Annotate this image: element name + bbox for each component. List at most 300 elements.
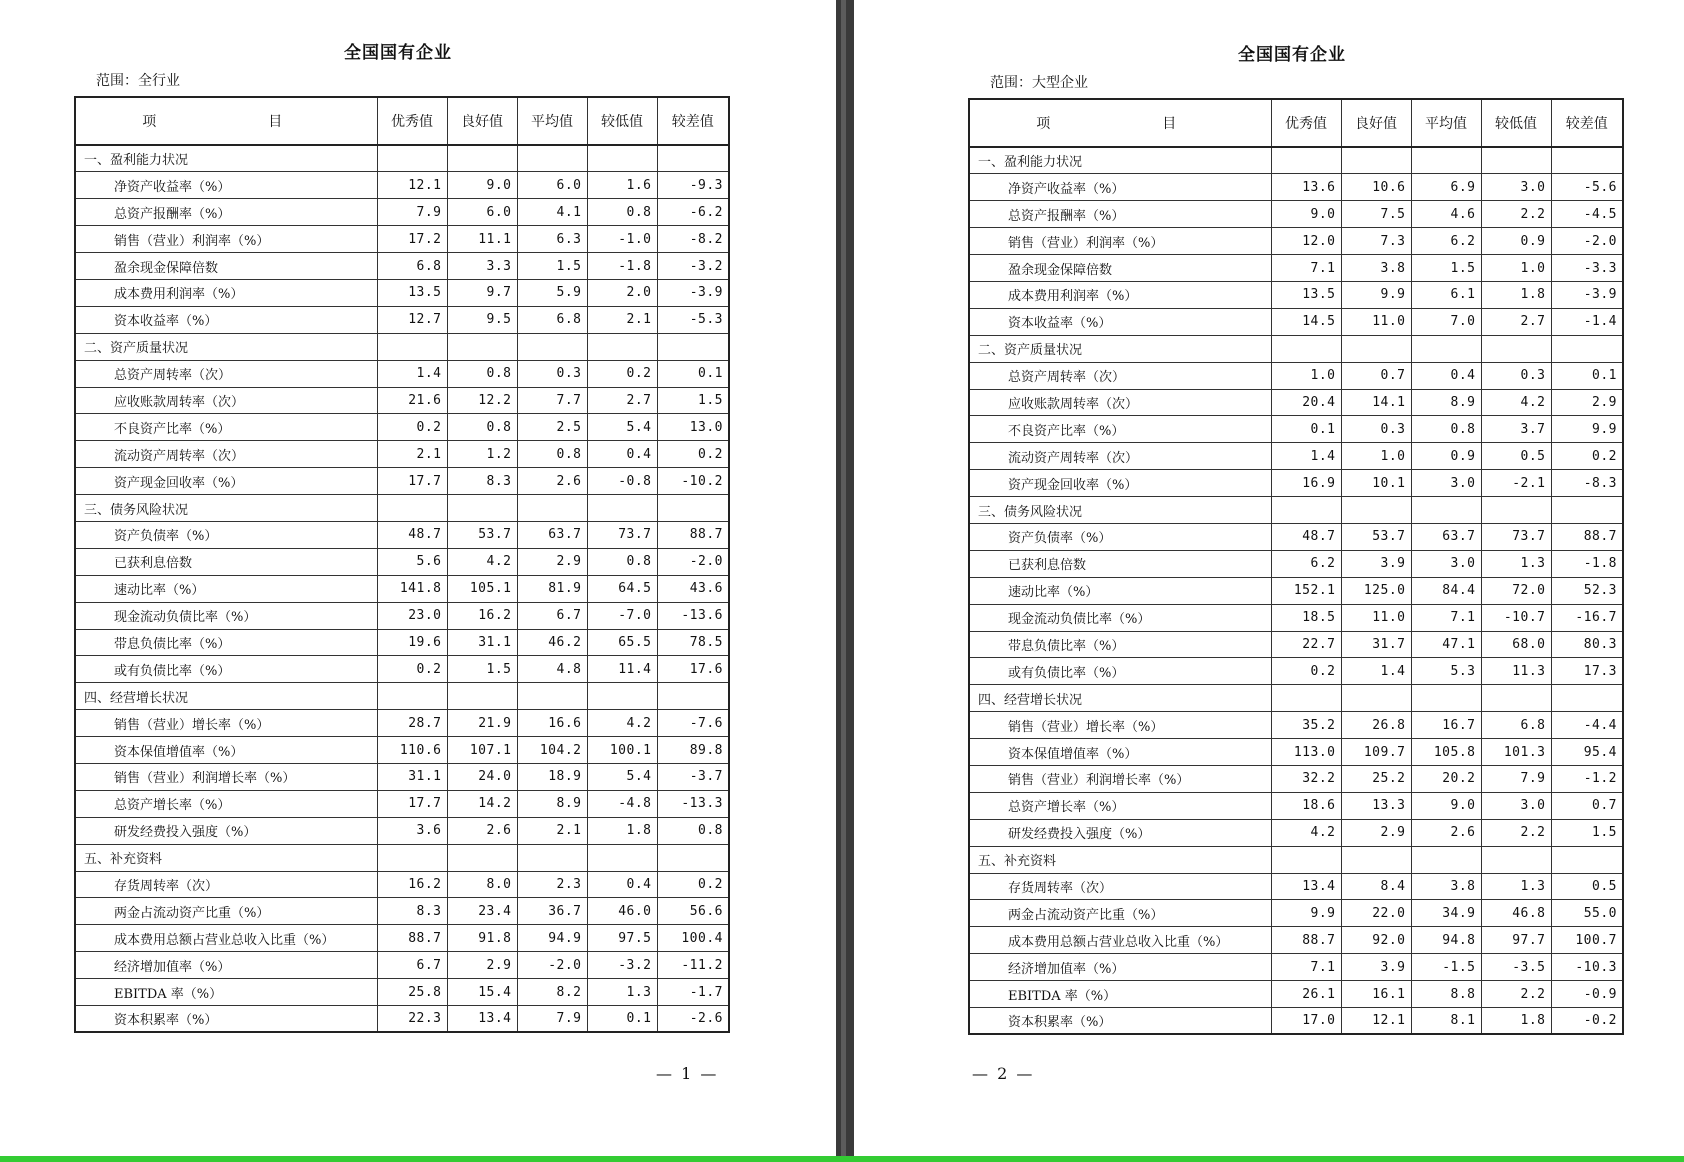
- value-cell: 6.7: [377, 952, 447, 979]
- indicator-name: 资本保值增值率（%）: [75, 737, 377, 764]
- table-row: [969, 604, 1623, 631]
- value-cell: -8.3: [1551, 470, 1623, 497]
- document-page-1: [0, 0, 836, 1156]
- value-cell: [1551, 846, 1623, 873]
- value-cell: 3.0: [1481, 174, 1551, 201]
- value-cell: 64.5: [587, 575, 657, 602]
- indicator-name: 净资产收益率（%）: [75, 172, 377, 199]
- value-cell: [1341, 335, 1411, 362]
- value-cell: [377, 495, 447, 522]
- value-cell: [447, 145, 517, 172]
- value-cell: 2.1: [587, 306, 657, 333]
- value-cell: [657, 333, 729, 360]
- value-cell: 0.5: [1551, 873, 1623, 900]
- indicator-name: 销售（营业）利润增长率（%）: [75, 763, 377, 790]
- value-cell: [377, 145, 447, 172]
- value-cell: 88.7: [1551, 523, 1623, 550]
- table-row: [75, 629, 729, 656]
- table-row: [75, 468, 729, 495]
- value-cell: 12.1: [377, 172, 447, 199]
- value-cell: [447, 333, 517, 360]
- section-row: [969, 147, 1623, 174]
- value-cell: [1411, 497, 1481, 524]
- table-row: [969, 255, 1623, 282]
- indicator-name: 或有负债比率（%）: [75, 656, 377, 683]
- value-cell: -1.5: [1411, 954, 1481, 981]
- page-divider: [836, 0, 854, 1162]
- value-cell: 13.6: [1271, 174, 1341, 201]
- value-cell: 11.3: [1481, 658, 1551, 685]
- indicator-name: 现金流动负债比率（%）: [75, 602, 377, 629]
- value-cell: [657, 683, 729, 710]
- value-cell: [1271, 497, 1341, 524]
- column-header-item: 项 目: [969, 99, 1271, 147]
- indicator-name: 资产负债率（%）: [969, 523, 1271, 550]
- value-cell: 9.0: [447, 172, 517, 199]
- value-cell: 17.6: [657, 656, 729, 683]
- window-bottom-border: [0, 1156, 1684, 1162]
- table-row: [969, 416, 1623, 443]
- value-cell: 2.9: [1551, 389, 1623, 416]
- value-cell: 4.2: [1271, 819, 1341, 846]
- value-cell: 8.9: [1411, 389, 1481, 416]
- section-row: [75, 495, 729, 522]
- value-cell: -4.4: [1551, 712, 1623, 739]
- value-cell: 0.8: [517, 441, 587, 468]
- value-cell: 6.8: [517, 306, 587, 333]
- value-cell: 53.7: [447, 521, 517, 548]
- value-cell: 6.0: [447, 199, 517, 226]
- value-cell: -11.2: [657, 952, 729, 979]
- value-cell: 78.5: [657, 629, 729, 656]
- value-cell: -0.8: [587, 468, 657, 495]
- indicator-name: 两金占流动资产比重（%）: [75, 898, 377, 925]
- value-cell: [377, 333, 447, 360]
- value-cell: [587, 495, 657, 522]
- table-row: [75, 710, 729, 737]
- indicator-name: 资本积累率（%）: [75, 1006, 377, 1033]
- table-row: [969, 873, 1623, 900]
- indicator-name: 总资产周转率（次）: [969, 362, 1271, 389]
- indicator-name: 成本费用利润率（%）: [75, 279, 377, 306]
- value-cell: 46.2: [517, 629, 587, 656]
- page-number: — 2 —: [972, 1064, 1035, 1083]
- table-row: [75, 1006, 729, 1033]
- value-cell: 2.1: [517, 817, 587, 844]
- value-cell: 8.1: [1411, 1008, 1481, 1035]
- value-cell: 11.1: [447, 226, 517, 253]
- value-cell: 46.0: [587, 898, 657, 925]
- value-cell: 5.9: [517, 279, 587, 306]
- value-cell: 7.3: [1341, 228, 1411, 255]
- table-row: [969, 201, 1623, 228]
- value-cell: 1.3: [1481, 550, 1551, 577]
- value-cell: 6.8: [377, 253, 447, 280]
- value-cell: 1.8: [587, 817, 657, 844]
- indicator-name: 存货周转率（次）: [969, 873, 1271, 900]
- value-cell: 3.0: [1481, 792, 1551, 819]
- value-cell: 6.0: [517, 172, 587, 199]
- table-row: [969, 900, 1623, 927]
- indicator-table: [968, 98, 1624, 1035]
- indicator-name: 成本费用总额占营业总收入比重（%）: [75, 925, 377, 952]
- indicator-name: 带息负债比率（%）: [969, 631, 1271, 658]
- value-cell: 10.6: [1341, 174, 1411, 201]
- value-cell: 52.3: [1551, 577, 1623, 604]
- value-cell: 2.6: [517, 468, 587, 495]
- table-row: [969, 281, 1623, 308]
- table-row: [75, 952, 729, 979]
- indicator-name: 成本费用总额占营业总收入比重（%）: [969, 927, 1271, 954]
- value-cell: 12.2: [447, 387, 517, 414]
- value-cell: 16.9: [1271, 470, 1341, 497]
- indicator-name: 销售（营业）利润率（%）: [75, 226, 377, 253]
- value-cell: 19.6: [377, 629, 447, 656]
- page-title: 全国国有企业: [344, 43, 452, 63]
- value-cell: 13.5: [1271, 281, 1341, 308]
- section-row: [969, 335, 1623, 362]
- value-cell: 0.1: [1551, 362, 1623, 389]
- value-cell: 14.2: [447, 790, 517, 817]
- value-cell: 125.0: [1341, 577, 1411, 604]
- indicator-name: 两金占流动资产比重（%）: [969, 900, 1271, 927]
- table-row: [75, 279, 729, 306]
- column-header-average: 平均值: [517, 97, 587, 145]
- value-cell: 2.3: [517, 871, 587, 898]
- table-row: [969, 523, 1623, 550]
- value-cell: 9.0: [1271, 201, 1341, 228]
- value-cell: 14.1: [1341, 389, 1411, 416]
- value-cell: 6.3: [517, 226, 587, 253]
- value-cell: [517, 333, 587, 360]
- value-cell: 94.9: [517, 925, 587, 952]
- value-cell: 0.4: [587, 871, 657, 898]
- value-cell: 25.8: [377, 979, 447, 1006]
- indicator-name: EBITDA 率（%）: [75, 979, 377, 1006]
- table-row: [969, 443, 1623, 470]
- value-cell: 18.9: [517, 763, 587, 790]
- value-cell: 1.0: [1271, 362, 1341, 389]
- indicator-name: 流动资产周转率（次）: [75, 441, 377, 468]
- table-row: [969, 389, 1623, 416]
- section-heading: 五、补充资料: [75, 844, 377, 871]
- table-row: [75, 871, 729, 898]
- value-cell: 16.6: [517, 710, 587, 737]
- value-cell: [1481, 335, 1551, 362]
- indicator-name: 盈余现金保障倍数: [75, 253, 377, 280]
- value-cell: -6.2: [657, 199, 729, 226]
- value-cell: 55.0: [1551, 900, 1623, 927]
- value-cell: 22.0: [1341, 900, 1411, 927]
- table-row: [75, 387, 729, 414]
- value-cell: [517, 495, 587, 522]
- page-title: 全国国有企业: [1238, 45, 1346, 65]
- value-cell: [1481, 685, 1551, 712]
- value-cell: [1341, 497, 1411, 524]
- value-cell: -13.6: [657, 602, 729, 629]
- value-cell: 7.9: [377, 199, 447, 226]
- value-cell: [1481, 147, 1551, 174]
- value-cell: 68.0: [1481, 631, 1551, 658]
- value-cell: 88.7: [1271, 927, 1341, 954]
- value-cell: [517, 145, 587, 172]
- value-cell: 23.4: [447, 898, 517, 925]
- value-cell: 34.9: [1411, 900, 1481, 927]
- table-row: [75, 817, 729, 844]
- value-cell: [1271, 846, 1341, 873]
- value-cell: 91.8: [447, 925, 517, 952]
- value-cell: 2.9: [447, 952, 517, 979]
- value-cell: [1271, 685, 1341, 712]
- indicator-name: 研发经费投入强度（%）: [969, 819, 1271, 846]
- value-cell: -0.2: [1551, 1008, 1623, 1035]
- value-cell: 105.8: [1411, 739, 1481, 766]
- table-row: [969, 631, 1623, 658]
- value-cell: 8.8: [1411, 981, 1481, 1008]
- table-row: [75, 172, 729, 199]
- value-cell: 1.6: [587, 172, 657, 199]
- value-cell: 0.8: [1411, 416, 1481, 443]
- value-cell: [587, 333, 657, 360]
- value-cell: [1411, 846, 1481, 873]
- section-heading: 一、盈利能力状况: [969, 147, 1271, 174]
- indicator-table: [74, 96, 730, 1033]
- value-cell: 101.3: [1481, 739, 1551, 766]
- value-cell: 24.0: [447, 763, 517, 790]
- value-cell: 2.1: [377, 441, 447, 468]
- value-cell: 18.6: [1271, 792, 1341, 819]
- value-cell: [1341, 846, 1411, 873]
- indicator-name: 资产负债率（%）: [75, 521, 377, 548]
- section-heading: 三、债务风险状况: [969, 497, 1271, 524]
- column-header-excellent: 优秀值: [1271, 99, 1341, 147]
- value-cell: 0.2: [377, 656, 447, 683]
- value-cell: 0.8: [587, 199, 657, 226]
- indicator-name: 经济增加值率（%）: [75, 952, 377, 979]
- value-cell: 7.1: [1271, 954, 1341, 981]
- indicator-name: 总资产周转率（次）: [75, 360, 377, 387]
- table-row: [75, 925, 729, 952]
- value-cell: 7.9: [1481, 765, 1551, 792]
- value-cell: 7.0: [1411, 308, 1481, 335]
- value-cell: 3.6: [377, 817, 447, 844]
- value-cell: 3.9: [1341, 550, 1411, 577]
- value-cell: 9.0: [1411, 792, 1481, 819]
- value-cell: 63.7: [1411, 523, 1481, 550]
- value-cell: 6.2: [1411, 228, 1481, 255]
- section-row: [75, 333, 729, 360]
- value-cell: 4.1: [517, 199, 587, 226]
- value-cell: 1.8: [1481, 281, 1551, 308]
- indicator-name: 资产现金回收率（%）: [75, 468, 377, 495]
- value-cell: 81.9: [517, 575, 587, 602]
- value-cell: 100.4: [657, 925, 729, 952]
- value-cell: 21.9: [447, 710, 517, 737]
- value-cell: 23.0: [377, 602, 447, 629]
- value-cell: -2.0: [517, 952, 587, 979]
- value-cell: -4.5: [1551, 201, 1623, 228]
- value-cell: -13.3: [657, 790, 729, 817]
- value-cell: 12.7: [377, 306, 447, 333]
- value-cell: 6.8: [1481, 712, 1551, 739]
- value-cell: 2.0: [587, 279, 657, 306]
- value-cell: 1.4: [1341, 658, 1411, 685]
- value-cell: 0.7: [1341, 362, 1411, 389]
- value-cell: -10.3: [1551, 954, 1623, 981]
- table-row: [969, 228, 1623, 255]
- indicator-name: 盈余现金保障倍数: [969, 255, 1271, 282]
- value-cell: 5.6: [377, 548, 447, 575]
- value-cell: [657, 844, 729, 871]
- value-cell: 12.1: [1341, 1008, 1411, 1035]
- table-row: [75, 763, 729, 790]
- value-cell: 89.8: [657, 737, 729, 764]
- section-heading: 五、补充资料: [969, 846, 1271, 873]
- value-cell: 1.4: [1271, 443, 1341, 470]
- value-cell: 9.7: [447, 279, 517, 306]
- value-cell: 13.4: [1271, 873, 1341, 900]
- table-row: [75, 199, 729, 226]
- value-cell: 16.1: [1341, 981, 1411, 1008]
- value-cell: [1341, 147, 1411, 174]
- value-cell: 3.8: [1341, 255, 1411, 282]
- value-cell: 0.1: [587, 1006, 657, 1033]
- value-cell: 7.1: [1271, 255, 1341, 282]
- value-cell: -8.2: [657, 226, 729, 253]
- value-cell: 3.7: [1481, 416, 1551, 443]
- value-cell: -4.8: [587, 790, 657, 817]
- value-cell: 7.1: [1411, 604, 1481, 631]
- value-cell: 36.7: [517, 898, 587, 925]
- indicator-name: 销售（营业）增长率（%）: [969, 712, 1271, 739]
- section-heading: 二、资产质量状况: [969, 335, 1271, 362]
- value-cell: -2.1: [1481, 470, 1551, 497]
- value-cell: -7.0: [587, 602, 657, 629]
- indicator-name: 速动比率（%）: [969, 577, 1271, 604]
- value-cell: 10.1: [1341, 470, 1411, 497]
- value-cell: [1481, 846, 1551, 873]
- column-header-poor: 较差值: [1551, 99, 1623, 147]
- value-cell: 1.2: [447, 441, 517, 468]
- section-heading: 四、经营增长状况: [75, 683, 377, 710]
- indicator-name: 资本收益率（%）: [969, 308, 1271, 335]
- table-row: [969, 954, 1623, 981]
- value-cell: 9.5: [447, 306, 517, 333]
- table-row: [75, 521, 729, 548]
- indicator-name: 总资产增长率（%）: [75, 790, 377, 817]
- value-cell: [377, 683, 447, 710]
- table-row: [75, 979, 729, 1006]
- value-cell: [517, 683, 587, 710]
- indicator-name: 应收账款周转率（次）: [75, 387, 377, 414]
- value-cell: 4.6: [1411, 201, 1481, 228]
- indicator-name: 销售（营业）利润增长率（%）: [969, 765, 1271, 792]
- value-cell: 2.7: [1481, 308, 1551, 335]
- table-row: [969, 174, 1623, 201]
- value-cell: 4.2: [447, 548, 517, 575]
- value-cell: -10.7: [1481, 604, 1551, 631]
- value-cell: 5.3: [1411, 658, 1481, 685]
- column-header-excellent: 优秀值: [377, 97, 447, 145]
- value-cell: 6.7: [517, 602, 587, 629]
- value-cell: [587, 844, 657, 871]
- table-row: [969, 819, 1623, 846]
- value-cell: 21.6: [377, 387, 447, 414]
- indicator-name: 应收账款周转率（次）: [969, 389, 1271, 416]
- value-cell: 1.5: [1411, 255, 1481, 282]
- value-cell: 100.1: [587, 737, 657, 764]
- value-cell: 14.5: [1271, 308, 1341, 335]
- column-header-good: 良好值: [1341, 99, 1411, 147]
- value-cell: 11.0: [1341, 604, 1411, 631]
- value-cell: -3.2: [587, 952, 657, 979]
- table-row: [75, 737, 729, 764]
- value-cell: 11.0: [1341, 308, 1411, 335]
- value-cell: 95.4: [1551, 739, 1623, 766]
- table-row: [75, 360, 729, 387]
- value-cell: 8.9: [517, 790, 587, 817]
- value-cell: 4.2: [587, 710, 657, 737]
- value-cell: 8.4: [1341, 873, 1411, 900]
- indicator-name: 总资产报酬率（%）: [75, 199, 377, 226]
- value-cell: 26.1: [1271, 981, 1341, 1008]
- value-cell: 152.1: [1271, 577, 1341, 604]
- section-row: [969, 685, 1623, 712]
- document-page-2: [854, 0, 1684, 1156]
- value-cell: 0.9: [1411, 443, 1481, 470]
- section-heading: 四、经营增长状况: [969, 685, 1271, 712]
- value-cell: -3.9: [1551, 281, 1623, 308]
- value-cell: 110.6: [377, 737, 447, 764]
- table-row: [75, 414, 729, 441]
- indicator-name: 销售（营业）利润率（%）: [969, 228, 1271, 255]
- value-cell: -3.5: [1481, 954, 1551, 981]
- value-cell: -0.9: [1551, 981, 1623, 1008]
- value-cell: 0.2: [1271, 658, 1341, 685]
- value-cell: -1.0: [587, 226, 657, 253]
- table-row: [75, 602, 729, 629]
- table-row: [969, 1008, 1623, 1035]
- value-cell: 11.4: [587, 656, 657, 683]
- section-row: [969, 497, 1623, 524]
- table-row: [969, 981, 1623, 1008]
- value-cell: 16.2: [377, 871, 447, 898]
- value-cell: 48.7: [377, 521, 447, 548]
- indicator-name: 研发经费投入强度（%）: [75, 817, 377, 844]
- value-cell: 31.7: [1341, 631, 1411, 658]
- value-cell: 17.3: [1551, 658, 1623, 685]
- value-cell: 3.0: [1411, 550, 1481, 577]
- value-cell: -1.4: [1551, 308, 1623, 335]
- indicator-name: 或有负债比率（%）: [969, 658, 1271, 685]
- value-cell: -3.3: [1551, 255, 1623, 282]
- indicator-name: EBITDA 率（%）: [969, 981, 1271, 1008]
- value-cell: -1.8: [587, 253, 657, 280]
- value-cell: 6.1: [1411, 281, 1481, 308]
- value-cell: 56.6: [657, 898, 729, 925]
- value-cell: 13.5: [377, 279, 447, 306]
- indicator-name: 资本保值增值率（%）: [969, 739, 1271, 766]
- value-cell: 0.2: [1551, 443, 1623, 470]
- value-cell: 7.9: [517, 1006, 587, 1033]
- value-cell: 97.7: [1481, 927, 1551, 954]
- value-cell: 22.7: [1271, 631, 1341, 658]
- value-cell: 0.8: [447, 360, 517, 387]
- table-row: [969, 739, 1623, 766]
- value-cell: 80.3: [1551, 631, 1623, 658]
- value-cell: 4.8: [517, 656, 587, 683]
- value-cell: 0.3: [517, 360, 587, 387]
